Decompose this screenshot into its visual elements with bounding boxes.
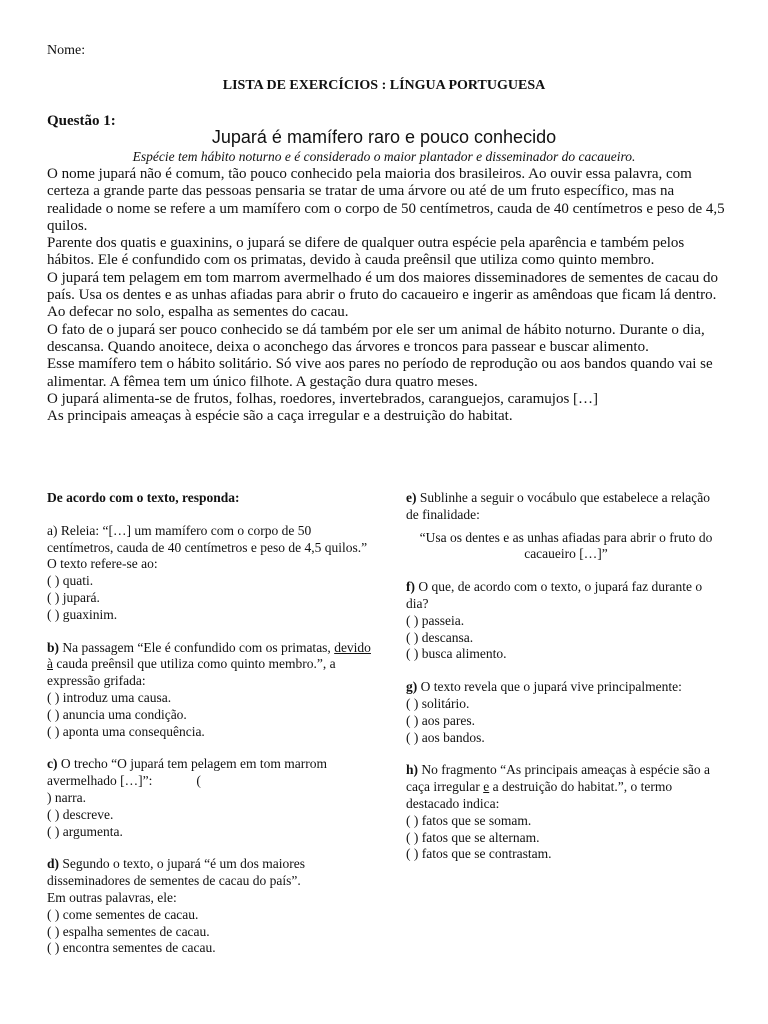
question-f [406, 579, 726, 663]
question-a-sub: O texto refere-se ao: [47, 556, 158, 572]
question-b-letter: b) [47, 639, 60, 655]
question-h-letter: h) [406, 762, 419, 778]
article-subtitle: Espécie tem hábito noturno e é considerado o maior plantador e disseminador do cacaueiro. [132, 149, 636, 164]
question-h-prompt [406, 762, 726, 812]
option-item[interactable]: ( ) guaxinim. [47, 606, 118, 622]
question-f-prompt [406, 579, 726, 613]
question-c-paren: ( [196, 773, 201, 789]
question-g-prompt [406, 679, 726, 696]
article-paragraph: Parente dos quatis e guaxinins, o jupará se difere de qualquer outra espécie pela aparência e também pelos hábitos. Ele é confundido com os primatas, devido à cauda preênsil que utiliza como quinto membro. [47, 235, 685, 269]
option-item[interactable]: ( ) descreve. [47, 806, 114, 822]
option-item[interactable]: ( ) come sementes de cacau. [47, 906, 199, 922]
question-h-underlined: e [483, 779, 490, 795]
question-h-text-end: a destruição do habitat.”, o termo destacado indica: [406, 779, 673, 811]
article-body [47, 166, 727, 425]
question-h-text-start: No fragmento “As principais ameaças à espécie são a caça irregular [406, 762, 711, 795]
article-headline: Jupará é mamífero raro e pouco conhecido [211, 127, 557, 147]
question-1-label: Questão 1: [47, 113, 116, 129]
question-d-sub: Em outras palavras, ele: [47, 889, 177, 905]
question-a-prompt: a) Releia: “[…] um mamífero com o corpo de 50 centímetros, cauda de 40 centímetros e peso de 4,5 quilos.” [47, 522, 368, 555]
question-g [406, 679, 726, 746]
article-paragraph: O nome jupará não é comum, tão pouco conhecido pela maioria dos brasileiros. Ao ouvir essa palavra, com certeza a grande parte das pessoas pensaria se tratar de uma árvore ou até de um fruto específico, mas na realidade o nome se refere a um mamífero com o corpo de 50 centímetros, cauda de 40 centímetros e peso de 4,5 quilos. [47, 166, 725, 234]
question-e-quote[interactable]: “Usa os dentes e as unhas afiadas para abrir o fruto do cacaueiro […]” [419, 529, 713, 562]
option-item[interactable]: ( ) aponta uma consequência. [47, 723, 205, 739]
question-d-letter: d) [47, 856, 60, 872]
question-b-underlined: devido à [47, 639, 371, 672]
option-item[interactable]: ( ) espalha sementes de cacau. [47, 923, 210, 939]
article-paragraph: O jupará alimenta-se de frutos, folhas, roedores, invertebrados, caranguejos, caramujos […] [47, 390, 599, 407]
instruction-block [47, 490, 372, 507]
option-item[interactable]: ( ) aos pares. [406, 712, 475, 728]
option-item[interactable]: ( ) encontra sementes de cacau. [47, 940, 216, 956]
question-b-prompt [47, 640, 372, 690]
option-item[interactable]: ( ) descansa. [406, 629, 474, 645]
worksheet-title: LISTA DE EXERCÍCIOS : LÍNGUA PORTUGUESA [222, 78, 546, 93]
instruction-text: De acordo com o texto, responda: [47, 490, 240, 505]
name-label: Nome: [47, 43, 86, 58]
question-b-text-end: cauda preênsil que utiliza como quinto membro.”, a expressão grifada: [47, 656, 336, 689]
article-paragraph: O jupará tem pelagem em tom marrom avermelhado é um dos maiores disseminadores de sementes de cacau do país. Usa os dentes e as unhas afiadas para abrir o fruto do cacaueiro e ingerir as amêndoas que ficam lá dentro. Ao defecar no solo, espalha as sementes do cacau. [47, 269, 719, 321]
question-a [47, 523, 372, 624]
question-d [47, 856, 372, 957]
question-f-letter: f) [406, 579, 415, 595]
option-item[interactable]: ( ) quati. [47, 573, 94, 589]
option-item[interactable]: ( ) passeia. [406, 612, 465, 628]
option-item[interactable]: ) narra. [47, 789, 86, 805]
question-d-prompt [47, 856, 372, 890]
article-paragraph: Esse mamífero tem o hábito solitário. Só vive aos pares no período de reprodução ou aos bandos quando vai se alimentar. A fêmea tem um único filhote. A gestação dura quatro meses. [47, 356, 713, 390]
questions-right-column [406, 490, 726, 879]
question-c-prompt [47, 756, 372, 790]
question-c-text: O trecho “O jupará tem pelagem em tom marrom avermelhado […]”: [47, 756, 328, 789]
question-c [47, 756, 372, 840]
question-g-letter: g) [406, 679, 418, 695]
option-item[interactable]: ( ) argumenta. [47, 823, 123, 839]
option-item[interactable]: ( ) jupará. [47, 589, 100, 605]
question-g-text: O texto revela que o jupará vive principalmente: [417, 679, 682, 695]
article-paragraph: O fato de o jupará ser pouco conhecido se dá também por ele ser um animal de hábito noturno. Durante o dia, descansa. Quando anoitece, deixa o aconchego das árvores e troncos para passear e buscar alimento. [47, 321, 705, 355]
question-b [47, 640, 372, 741]
question-b-text-start: Na passagem “Ele é confundido com os primatas, [59, 639, 335, 655]
question-e-prompt [406, 490, 726, 524]
question-d-text: Segundo o texto, o jupará “é um dos maiores disseminadores de sementes de cacau do país”. [47, 856, 305, 889]
option-item[interactable]: ( ) fatos que se alternam. [406, 829, 540, 845]
option-item[interactable]: ( ) aos bandos. [406, 729, 485, 745]
option-item[interactable]: ( ) anuncia uma condição. [47, 706, 187, 722]
article-paragraph: As principais ameaças à espécie são a caça irregular e a destruição do habitat. [47, 408, 513, 425]
question-e-text: Sublinhe a seguir o vocábulo que estabelece a relação de finalidade: [406, 490, 710, 522]
question-e-letter: e) [406, 490, 417, 505]
question-f-text: O que, de acordo com o texto, o jupará faz durante o dia? [406, 579, 703, 611]
option-item[interactable]: ( ) fatos que se contrastam. [406, 846, 552, 862]
option-item[interactable]: ( ) busca alimento. [406, 646, 507, 662]
question-h [406, 762, 726, 863]
question-e [406, 490, 726, 563]
option-item[interactable]: ( ) fatos que se somam. [406, 812, 532, 828]
questions-left-column [47, 490, 372, 973]
option-item[interactable]: ( ) solitário. [406, 695, 470, 711]
option-item[interactable]: ( ) introduz uma causa. [47, 689, 172, 705]
question-c-letter: c) [47, 756, 58, 772]
